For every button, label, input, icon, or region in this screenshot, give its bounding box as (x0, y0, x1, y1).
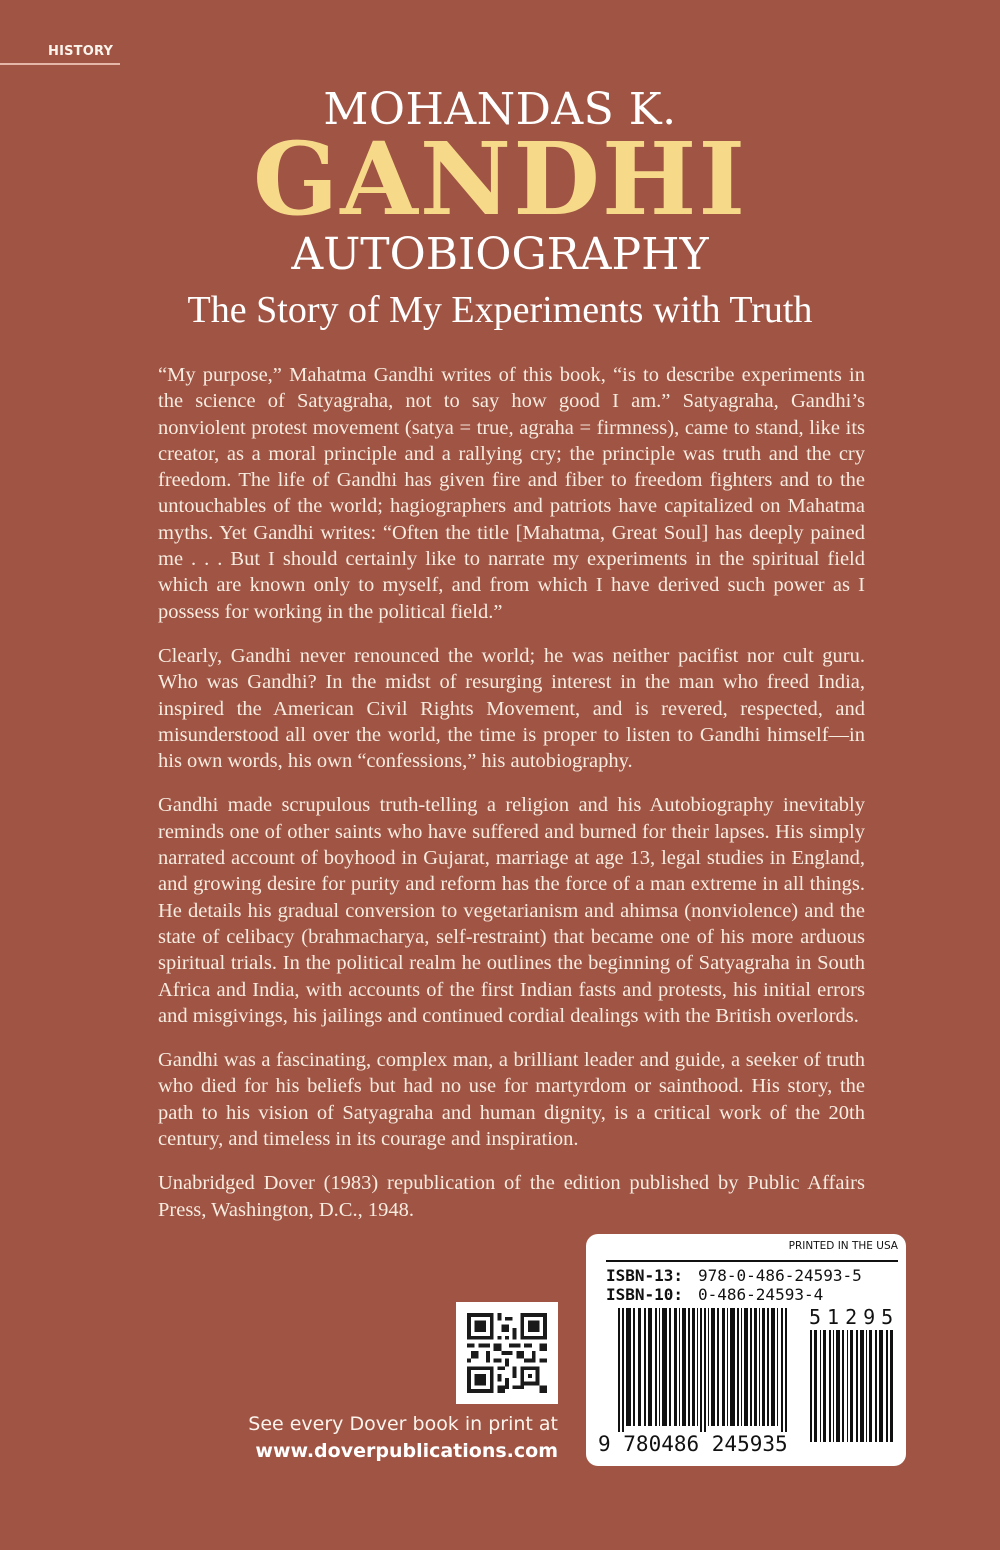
ean-barcode-icon (598, 1308, 798, 1438)
barcode-divider (606, 1260, 898, 1262)
qr-code-icon[interactable] (456, 1302, 558, 1404)
category-label: HISTORY (48, 44, 114, 59)
back-cover-blurb (158, 362, 865, 1241)
author-surname: GANDHI (252, 120, 748, 238)
blurb-paragraph: “My purpose,” Mahatma Gandhi writes of this book, “is to describe experiments in the science of Satyagraha, not to say how good I am.” Satyagraha, Gandhi’s nonviolent protest movement (satya = true, agraha = firmness), came to stand, like its creator, as a moral principle and a rallying cry; the principle was truth and the cry freedom. The life of Gandhi has given fire and fiber to freedom fighters and to the untouchables of the world; hagiographers and patriots have capitalized on Mahatma myths. Yet Gandhi writes: “Often the title [Mahatma, Great Soul] has deeply pained me . . . But I should certainly like to narrate my experiments in the spiritual field which are known only to myself, and from which I have derived such power as I possess for working in the political field.” (158, 364, 865, 623)
isbn-barcode-label (586, 1234, 906, 1466)
book-subtitle: The Story of My Experiments with Truth (187, 289, 813, 331)
isbn13-label: ISBN-13: (606, 1266, 684, 1285)
isbn10-value: 0-486-24593-4 (698, 1285, 824, 1304)
edition-note: Unabridged Dover (1983) republication of the edition published by Public Affairs Press, Washington, D.C., 1948. (158, 1172, 865, 1221)
blurb-paragraph: Clearly, Gandhi never renounced the world; he was neither pacifist nor cult guru. Who was Gandhi? In the midst of resurging interest in the man who freed India, inspired the American Civil Rights Movement, and is revered, respected, and misunderstood all over the world, the time is proper to listen to Gandhi himself—in his own words, his own “confessions,” his autobiography. (158, 644, 865, 773)
dover-website-link[interactable]: www.doverpublications.com (255, 1440, 558, 1462)
category-divider (0, 63, 120, 65)
blurb-paragraph: Gandhi was a fascinating, complex man, a brilliant leader and guide, a seeker of truth who died for his beliefs but had no use for martyrdom or sainthood. His story, the path to his vision of Satyagraha and human dignity, is a critical work of the 20th century, and timeless in its courage and inspiration. (158, 1049, 865, 1151)
isbn13-row (606, 1266, 862, 1285)
blurb-paragraph: Gandhi made scrupulous truth-telling a religion and his Autobiography inevitably reminds one of other saints who have suffered and burned for their lapses. His simply narrated account of boyhood in Gujarat, marriage at age 13, legal studies in England, and growing desire for purity and reform has the force of a man extreme in all things. He details his gradual conversion to vegetarianism and ahimsa (nonviolence) and the state of celibacy (brahmacharya, self-restraint) that became one of his more arduous spiritual trials. In the political realm he outlines the beginning of Satyagraha in South Africa and India, with accounts of the first Indian fasts and protests, his initial errors and misgivings, his jailings and continued cordial dealings with the British overlords. (158, 794, 865, 1027)
price-addon-barcode-icon (808, 1330, 898, 1442)
dover-promo-text: See every Dover book in print at (248, 1413, 558, 1435)
price-code: 51295 (809, 1305, 900, 1329)
printed-in-usa: PRINTED IN THE USA (788, 1240, 898, 1252)
isbn10-row (606, 1285, 823, 1304)
ean-digits: 9 780486 245935 (598, 1432, 792, 1456)
book-type-heading: AUTOBIOGRAPHY (291, 229, 709, 280)
author-first-name: MOHANDAS K. (323, 84, 677, 135)
isbn10-label: ISBN-10: (606, 1285, 684, 1304)
isbn13-value: 978-0-486-24593-5 (698, 1266, 862, 1285)
